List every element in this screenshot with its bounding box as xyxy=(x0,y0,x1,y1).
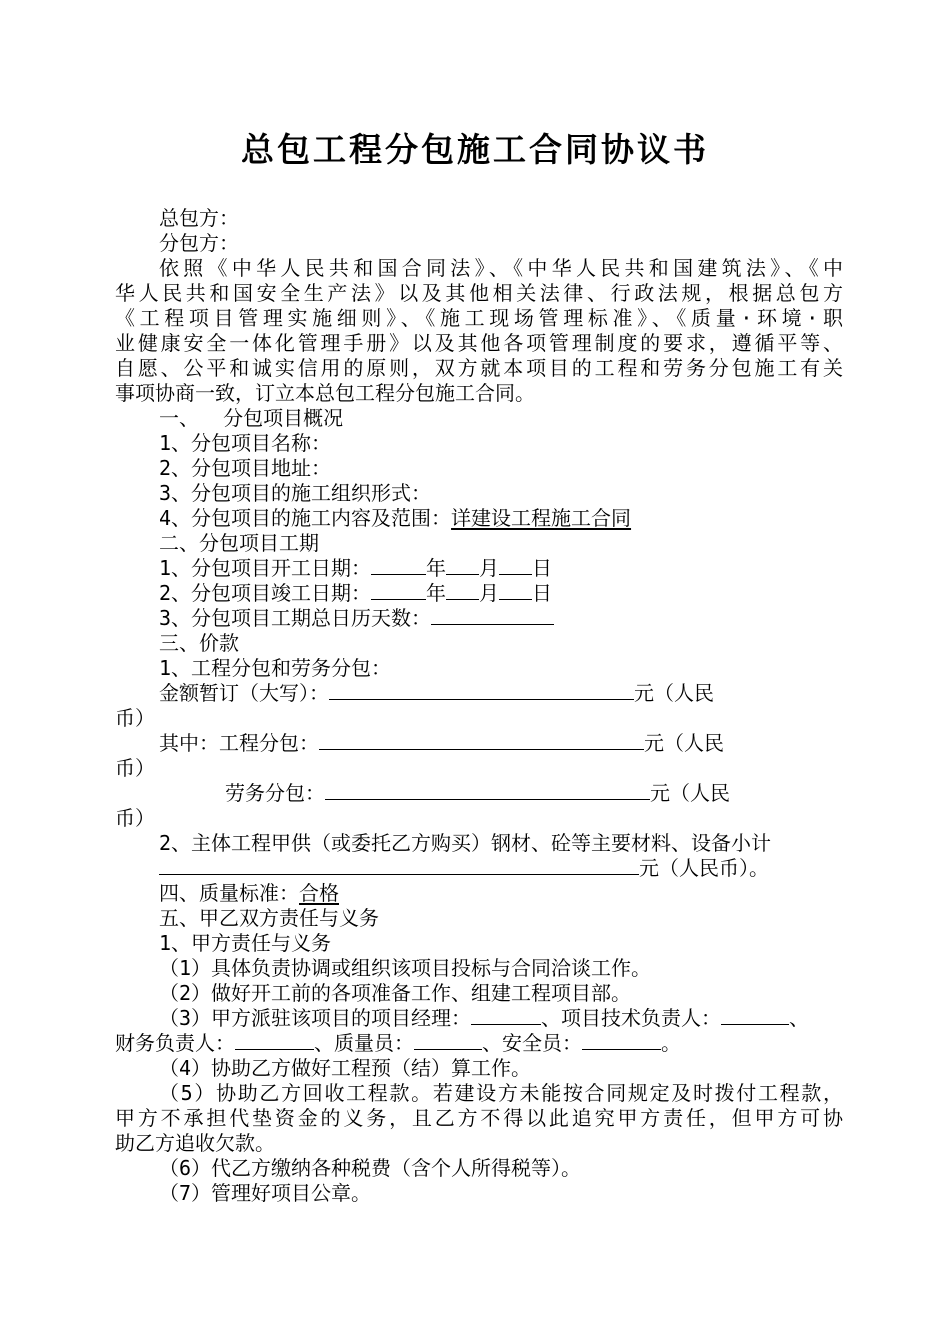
total-amount-blank xyxy=(329,681,634,700)
labor-amount-currency: 币） xyxy=(115,806,155,830)
total-amount-line: 金额暂订（大写）： 元（人民 xyxy=(159,681,714,705)
document-body xyxy=(115,206,843,1206)
duty-3: （3）甲方派驻该项目的项目经理： 、项目技术负责人： 、 xyxy=(159,1006,810,1030)
total-days-line: 3、分包项目工期总日历天数： xyxy=(115,606,843,631)
duty-4: （4）协助乙方做好工程预（结）算工作。 xyxy=(159,1056,532,1080)
labor-amount-blank xyxy=(325,781,650,800)
materials-amount-line: 元（人民币）。 xyxy=(115,856,843,881)
preamble-line-4: 业健康安全一体化管理手册》以及其他各项管理制度的要求，遵循平等、 xyxy=(115,331,843,355)
tech-lead-blank xyxy=(721,1006,789,1025)
preamble-line-5: 自愿、公平和诚实信用的原则，双方就本项目的工程和劳务分包施工有关 xyxy=(115,356,843,380)
section-3-heading: 三、价款 xyxy=(159,631,239,655)
safety-officer-blank xyxy=(582,1031,661,1050)
duty-5-line-1: （5）协助乙方回收工程款。若建设方未能按合同规定及时拨付工程款， xyxy=(159,1081,843,1105)
engineering-amount-blank xyxy=(319,731,644,750)
materials-amount-blank xyxy=(159,856,639,875)
preamble-line-1: 依照《中华人民共和国合同法》、《中华人民共和国建筑法》、《中 xyxy=(159,256,843,280)
end-month-blank xyxy=(446,581,479,600)
quality-value: 合格 xyxy=(299,881,339,905)
duty-5-line-2: 甲方不承担代垫资金的义务，且乙方不得以此追究甲方责任，但甲方可协 xyxy=(115,1106,843,1130)
section-4-quality: 四、质量标准：合格 xyxy=(159,881,339,905)
duty-7: （7）管理好项目公章。 xyxy=(159,1181,372,1205)
duty-1: （1）具体负责协调或组织该项目投标与合同洽谈工作。 xyxy=(159,956,652,980)
preamble-line-3: 《工程项目管理实施细则》、《施工现场管理标准》、《质量·环境·职 xyxy=(115,306,843,330)
price-item-1: 1、工程分包和劳务分包： xyxy=(159,656,392,680)
engineering-amount-currency: 币） xyxy=(115,756,155,780)
project-scope-line: 4、分包项目的施工内容及范围：详建设工程施工合同 xyxy=(159,506,632,530)
party-a-line: 总包方： xyxy=(159,206,239,230)
section-2-heading: 二、分包项目工期 xyxy=(159,531,319,555)
start-month-blank xyxy=(446,556,479,575)
end-year-blank xyxy=(371,581,426,600)
finance-lead-blank xyxy=(235,1031,314,1050)
preamble-line-6: 事项协商一致，订立本总包工程分包施工合同。 xyxy=(115,381,535,405)
start-day-blank xyxy=(499,556,532,575)
project-scope-value: 详建设工程施工合同 xyxy=(451,506,632,530)
engineering-subcontract-line: 其中：工程分包： 元（人民 xyxy=(159,731,724,755)
project-manager-blank xyxy=(471,1006,541,1025)
start-date-line: 1、分包项目开工日期： 年 月 日 xyxy=(159,556,553,580)
duty-6: （6）代乙方缴纳各种税费（含个人所得税等）。 xyxy=(159,1156,582,1180)
party-a-duties-heading: 1、甲方责任与义务 xyxy=(159,931,332,955)
quality-officer-blank xyxy=(414,1031,482,1050)
duty-3-continued: 财务负责人： 、质量员： 、安全员： 。 xyxy=(115,1031,681,1055)
materials-line: 2、主体工程甲供（或委托乙方购买）钢材、砼等主要材料、设备小计 xyxy=(159,831,772,855)
party-b-line: 分包方： xyxy=(159,231,239,255)
duty-5-line-3: 助乙方追收欠款。 xyxy=(115,1131,275,1155)
end-day-blank xyxy=(499,581,532,600)
preamble-line-2: 华人民共和国安全生产法》以及其他相关法律、行政法规，根据总包方 xyxy=(115,281,843,305)
total-days-blank xyxy=(431,606,554,625)
project-name-line: 1、分包项目名称： xyxy=(159,431,332,455)
labor-subcontract-line: 劳务分包： 元（人民 xyxy=(225,781,730,805)
section-5-heading: 五、甲乙双方责任与义务 xyxy=(159,906,379,930)
start-year-blank xyxy=(371,556,426,575)
project-address-line: 2、分包项目地址： xyxy=(159,456,332,480)
total-amount-currency: 币） xyxy=(115,706,155,730)
section-1-heading: 一、 分包项目概况 xyxy=(159,406,344,430)
duty-2: （2）做好开工前的各项准备工作、组建工程项目部。 xyxy=(159,981,632,1005)
project-organization-line: 3、分包项目的施工组织形式： xyxy=(159,481,432,505)
end-date-line: 2、分包项目竣工日期： 年 月 日 xyxy=(159,581,553,605)
document-title: 总包工程分包施工合同协议书 xyxy=(241,130,709,169)
